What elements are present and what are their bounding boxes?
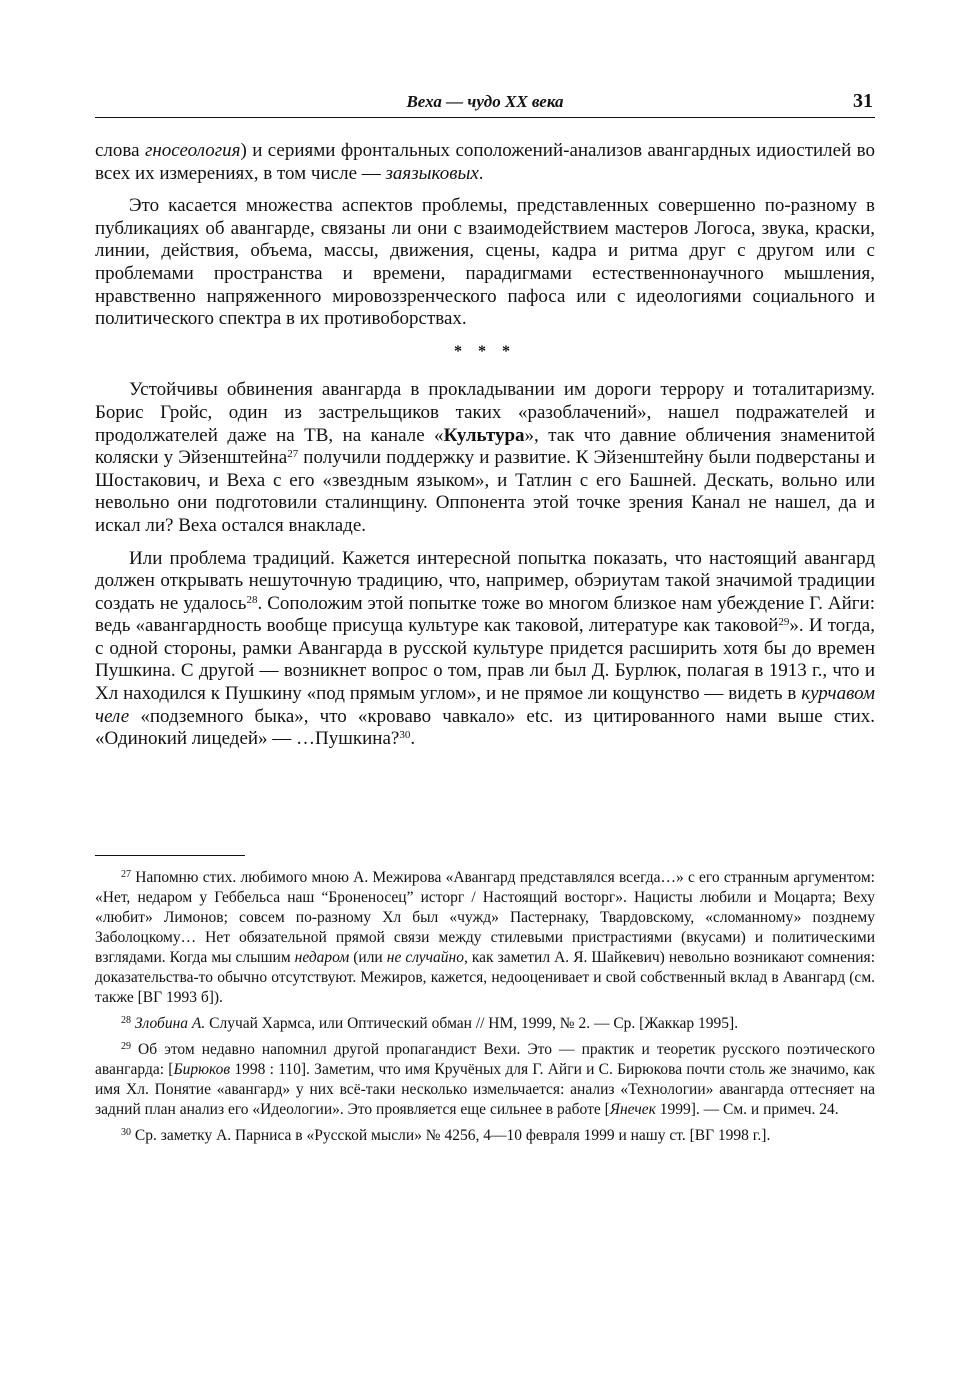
main-text (95, 140, 875, 761)
footnote-29: $^{29}$ Об этом недавно напомнил другой пропагандист Вехи. Это — практик и теоретик русского поэтического авангарда: [Бирюков 1998 : 110]. Заметим, что имя Кручёных для Г. Айги и С. Бирюкова почти столь же значимо, как имя Хл. Понятие «авангард» у них всё-таки несколько измельчается: анализ «Технологии» авангарда оттесняет на задний план анализ его «Идеологии». Это проявляется еще сильнее в работе [Янечек 1999]. — См. и примеч. 24. (95, 1041, 875, 1118)
footnote-30: $^{30}$ Ср. заметку А. Парниса в «Русской мысли» № 4256, 4—10 февраля 1999 и нашу ст. [ВГ 1998 г.]. (121, 1127, 771, 1144)
section-separator: * * * (454, 342, 516, 360)
footnote-ref-30: 30 (399, 729, 411, 742)
paragraph-4: Или проблема традиций. Кажется интересной попытка показать, что настоящий авангард должен открывать нешуточную традицию, что, например, обэриутам такой значимой традиции создать не удалось$^{28}$. Соположим этой попытке тоже во многом близкое нам убеждение Г. Айги: ведь «авангардность вообще присуща культуре как таковой, литературе как таковой$^{29}$». И тогда, с одной стороны, рамки Авангарда в русской культуре придется расширить хотя бы до времен Пушкина. С другой — возникнет вопрос о том, прав ли был Д. Бурлюк, полагая в 1913 г., что и Хл находился к Пушкину «под прямым углом», и не прямое ли кощунство — видеть в курчавом челе «подземного быка», что «кроваво чавкало» etc. из цитированного нами выше стих. «Одинокий лицедей» — …Пушкина?$^{30}$. (95, 547, 875, 750)
page-number: 31 (853, 90, 873, 112)
paragraph-2: Это касается множества аспектов проблемы, представленных совершенно по-разному в публикациях об авангарде, связаны ли они с взаимодействием мастеров Логоса, звука, краски, линии, действия, объема, массы, движения, сцены, кадра и ритма друг с другом или с проблемами пространства и времени, парадигмами естественнонаучного мышления, нравственно напряженного мировоззренческого пафоса или с идеологиями социального и политического спектра в их противоборствах. (95, 195, 875, 330)
footnotes (95, 868, 875, 1152)
running-title: Веха — чудо XX века (406, 92, 564, 111)
footnote-ref-29: 29 (778, 616, 790, 629)
footnote-rule (95, 855, 245, 856)
header-rule (95, 117, 875, 118)
footnote-27: $^{27}$ Напомню стих. любимого мною А. Межирова «Авангард представлялся всегда…» с его странным аргументом: «Нет, недаром у Геббельса наш “Броненосец” исторг / Настоящий восторг». Нацисты любили и Моцарта; Веху «любит» Лимонов; совсем по-разному Хл был «чужд» Пастернаку, Твардовскому, «сломанному» позднему Заболоцкому… Нет обязательной прямой связи между стилевыми пристрастиями (вкусами) и политическими взглядами. Когда мы слышим недаром (или не случайно, как заметил А. Я. Шайкевич) невольно возникают сомнения: доказательства-то обычно отсутствуют. Межиров, кажется, недооценивает и свой собственный вклад в Авангард (см. также [ВГ 1993 б]). (95, 869, 875, 1006)
footnote-28: $^{28}$ Злобина А. Случай Хармса, или Оптический обман // НМ, 1999, № 2. — Ср. [Жаккар 1995]. (121, 1015, 739, 1032)
paragraph-1: слова гносеология) и сериями фронтальных соположений-анализов авангардных идиостилей во всех их измерениях, в том числе — заязыковых. (95, 140, 875, 184)
paragraph-3: Устойчивы обвинения авангарда в прокладывании им дороги террору и тоталитаризму. Борис Гройс, один из застрельщиков таких «разоблачений», нашел подражателей и продолжателей даже на ТВ, на канале «Культура», так что давние обличения знаменитой коляски у Эйзенштейна$^{27}$ получили поддержку и развитие. К Эйзенштейну были подверстаны и Шостакович, и Веха с его «звездным языком», и Татлин с его Башней. Дескать, вольно или невольно они подготовили сталинщину. Оппонента этой точке зрения Канал не нашел, да и искал ли? Веха остался внакладе. (95, 379, 875, 536)
footnote-ref-28: 28 (246, 593, 258, 606)
page-header (95, 90, 875, 120)
footnote-ref-27: 27 (287, 448, 299, 461)
